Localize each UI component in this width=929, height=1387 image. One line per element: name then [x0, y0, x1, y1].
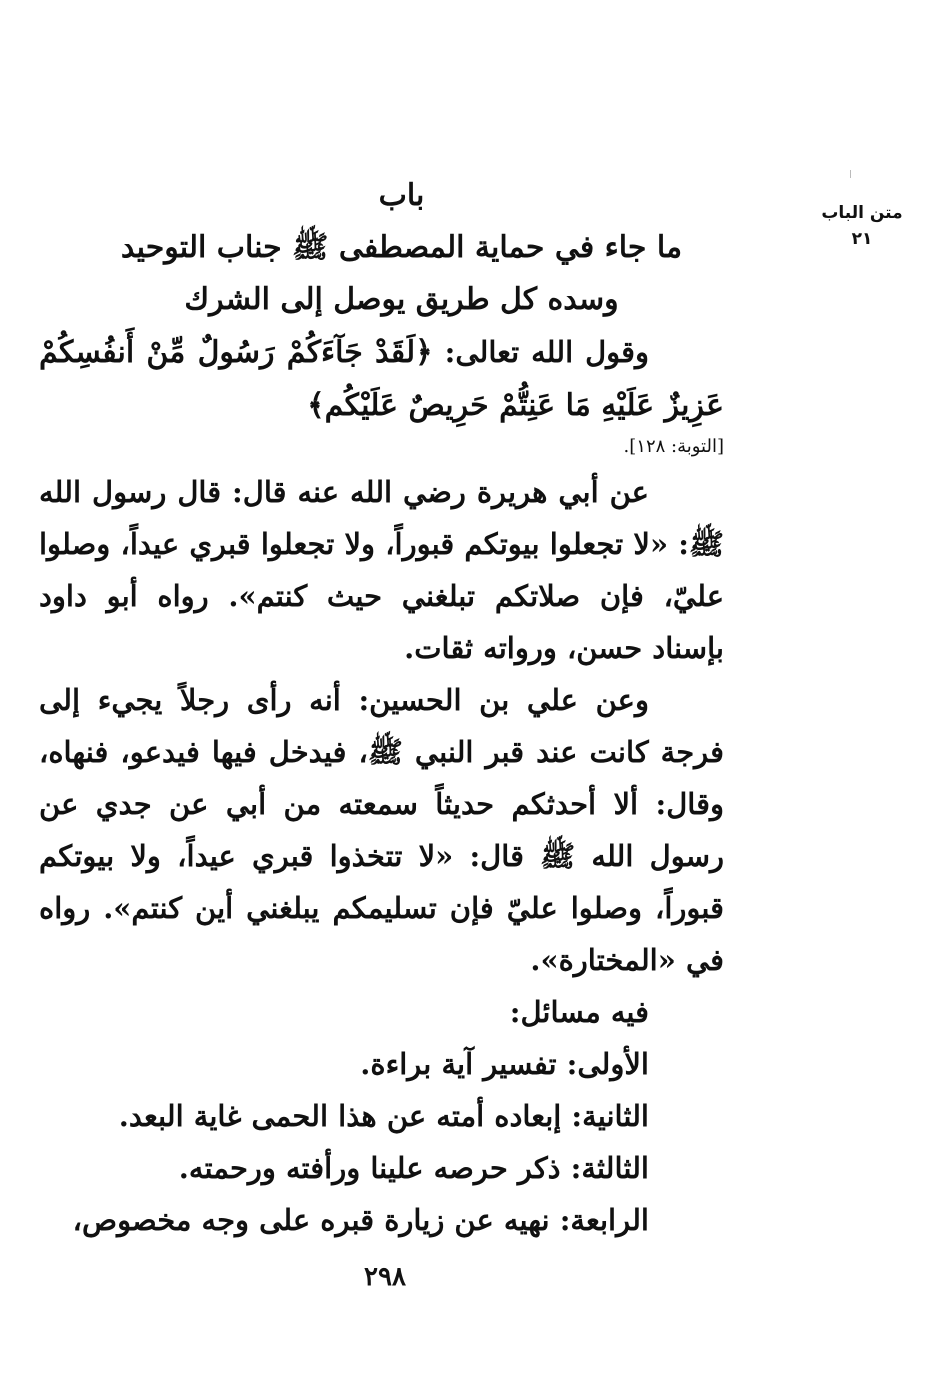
issues-title: فيه مسائل: — [509, 995, 649, 1029]
verse-intro: وقول الله تعالى: — [432, 335, 649, 369]
margin-note — [807, 200, 917, 252]
heading-bab: باب — [378, 178, 425, 213]
issues-list — [39, 1038, 724, 1246]
issue-item: الأولى: تفسير آية براءة. — [360, 1047, 649, 1081]
margin-chapter-number: ٢١ — [851, 229, 873, 249]
hadith-paragraph-1: عن أبي هريرة رضي الله عنه قال: قال رسول الله ﷺ: «لا تجعلوا بيوتكم قبوراً، ولا تجعلوا قبري عيداً، وصلوا عليّ، فإن صلاتكم تبلغني حيث كنتم». رواه أبو داود بإسناد حسن، ورواته ثقات. — [39, 475, 724, 665]
chapter-heading — [39, 170, 724, 326]
heading-title-line-2: وسده كل طريق يوصل إلى الشرك — [184, 282, 619, 317]
issue-item: الرابعة: نهيه عن زيارة قبره على وجه مخصوص، — [72, 1203, 649, 1237]
margin-section-label: متن الباب — [821, 203, 903, 223]
page-body — [39, 170, 724, 1246]
quran-verse: ﴿لَقَدْ جَآءَكُمْ رَسُولٌ مِّنْ أَنفُسِكُمْ عَزِيزٌ عَلَيْهِ مَا عَنِتُّمْ حَرِيصٌ عَلَيْكُم﴾ — [39, 335, 724, 423]
issue-item: الثالثة: ذكر حرصه علينا ورأفته ورحمته. — [178, 1151, 649, 1185]
verse-paragraph — [39, 326, 724, 432]
hadith-paragraph-2: وعن علي بن الحسين: أنه رأى رجلاً يجيء إلى فرجة كانت عند قبر النبي ﷺ، فيدخل فيها فيدعو، فنهاه، وقال: ألا أحدثكم حديثاً سمعته من أبي عن جدي عن رسول الله ﷺ قال: «لا تتخذوا قبري عيداً، ولا بيوتكم قبوراً، وصلوا عليّ فإن تسليمكم يبلغني أين كنتم». رواه في «المختارة». — [39, 683, 724, 977]
verse-citation: [التوبة: ١٢٨]. — [623, 436, 724, 457]
corner-mark — [850, 170, 851, 178]
issue-item: الثانية: إبعاده أمته عن هذا الحمى غاية البعد. — [118, 1099, 649, 1133]
heading-title-line-1: ما جاء في حماية المصطفى ﷺ جناب التوحيد — [120, 230, 683, 265]
page-number: ٢٩٨ — [364, 1262, 406, 1292]
